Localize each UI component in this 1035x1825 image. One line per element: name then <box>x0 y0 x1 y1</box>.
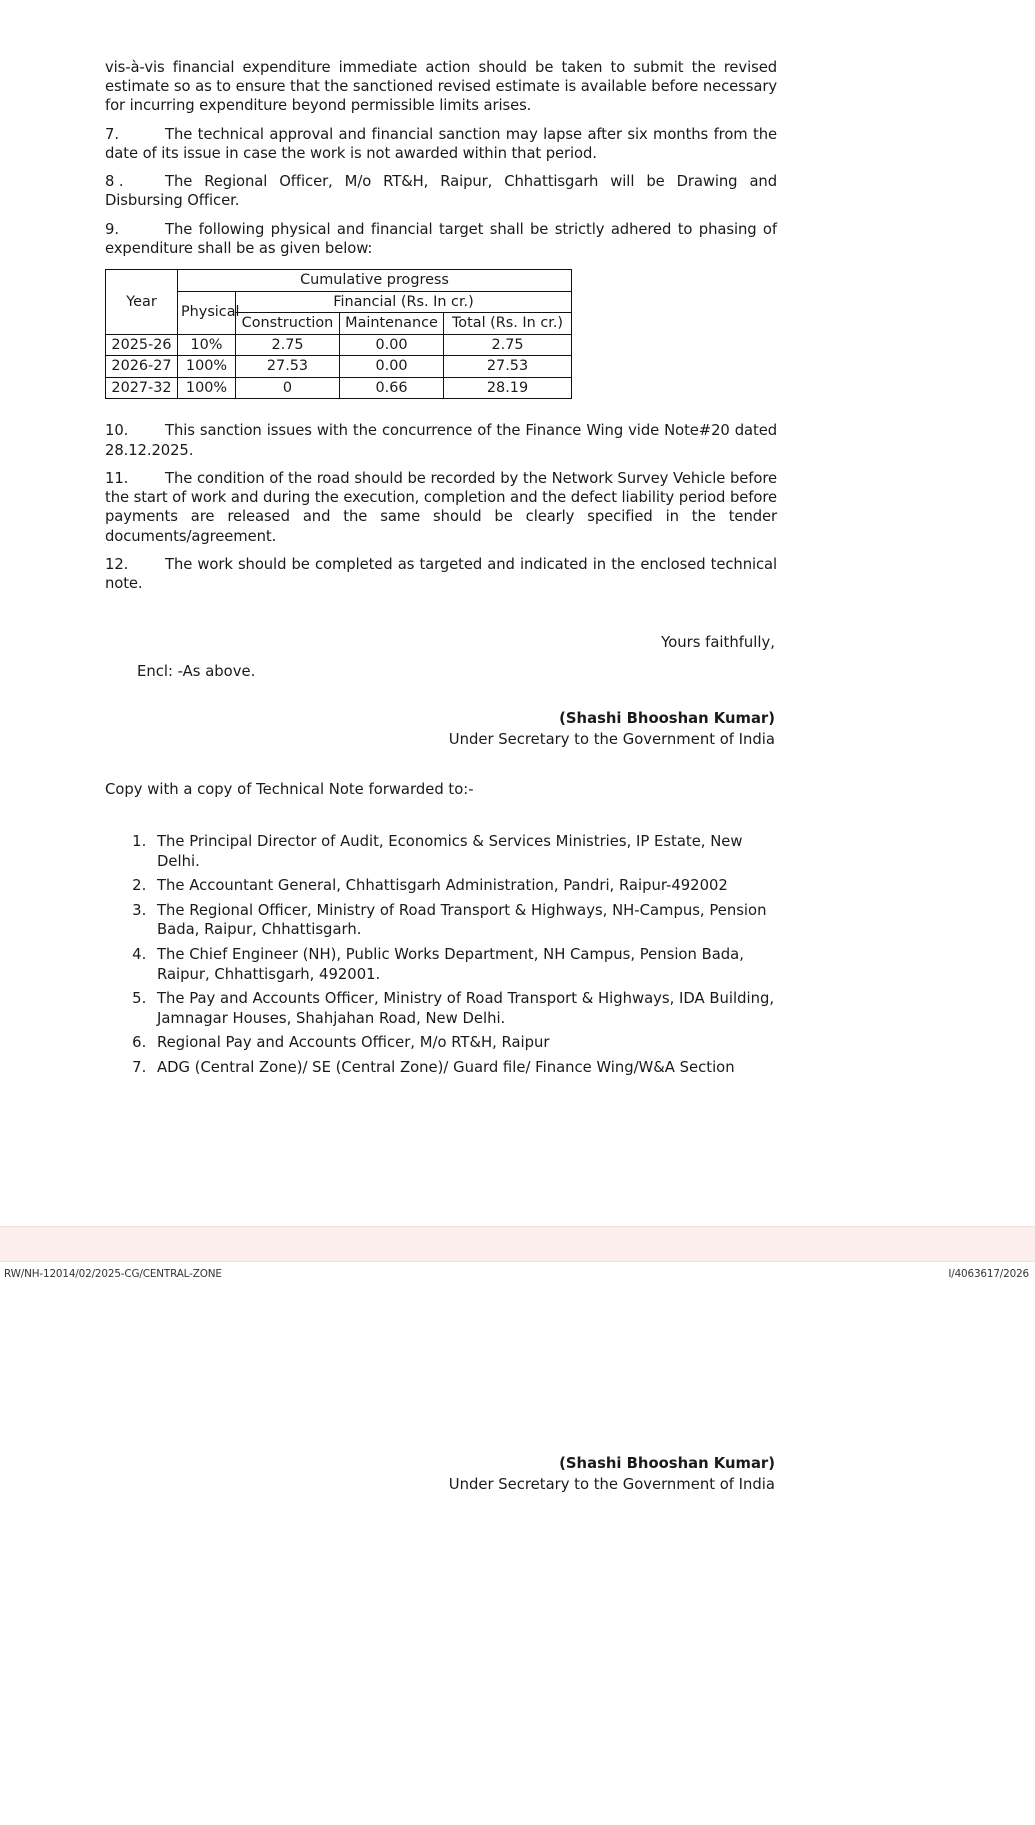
signature-name: (Shashi Bhooshan Kumar) <box>559 710 775 728</box>
paragraph-11-text: The condition of the road should be recorded by the Network Survey Vehicle before the start of work and during the execution, completion and the defect liability period before payments are released and the same should be clearly specified in the tender documents/agreement. <box>105 469 777 545</box>
table-row <box>106 356 572 378</box>
paragraph-12 <box>105 555 777 593</box>
list-item-text: 2. The Accountant General, Chhattisgarh Administration, Pandri, Raipur-492002 <box>157 877 728 895</box>
paragraph-9-text: The following physical and financial target shall be strictly adhered to phasing of expenditure shall be as given below: <box>105 220 777 257</box>
paragraph-7 <box>105 125 777 163</box>
table-cell-total: 2.75 <box>444 334 572 356</box>
table-cell-construction: 27.53 <box>236 356 340 378</box>
list-item <box>151 832 777 871</box>
copy-forwarded-line: Copy with a copy of Technical Note forwarded to:- <box>105 781 474 799</box>
list-item-text: 3. The Regional Officer, Ministry of Road Transport & Highways, NH-Campus, Pension Bada, Raipur, Chhattisgarh. <box>157 901 767 939</box>
table-cell-construction: 0 <box>236 377 340 399</box>
paragraph-9-number: 9. <box>105 220 119 238</box>
paragraph-10-text: This sanction issues with the concurrence of the Finance Wing vide Note#20 dated 28.12.2025. <box>105 422 777 459</box>
table-cell-year: 2025-26 <box>106 334 178 356</box>
table-cell-total: 28.19 <box>444 377 572 399</box>
table-cell-maintenance: 0.66 <box>340 377 444 399</box>
yours-faithfully: Yours faithfully, <box>661 634 775 652</box>
table-header-physical: Physical <box>178 291 236 334</box>
list-item <box>151 945 777 984</box>
table-cell-physical: 100% <box>178 356 236 378</box>
list-item-text: 4. The Chief Engineer (NH), Public Works Department, NH Campus, Pension Bada, Raipur, Chhattisgarh, 492001. <box>157 946 744 983</box>
list-item-text: 1. The Principal Director of Audit, Economics & Services Ministries, IP Estate, New Delhi. <box>157 833 743 870</box>
signature-designation: Under Secretary to the Government of India <box>448 731 775 749</box>
paragraph-9 <box>105 220 777 258</box>
table-header-row-1 <box>106 270 572 292</box>
bottom-signature-designation: Under Secretary to the Government of India <box>448 1476 775 1493</box>
paragraph-8 <box>105 172 777 210</box>
bottom-signature-block <box>105 1455 777 1493</box>
cumulative-progress-table <box>105 269 572 399</box>
table-header-total: Total (Rs. In cr.) <box>444 313 572 335</box>
page-footer <box>0 1268 1035 1290</box>
paragraph-12-text: The work should be completed as targeted and indicated in the enclosed technical note. <box>105 555 777 593</box>
table-cell-physical: 100% <box>178 377 236 399</box>
document-body <box>105 58 777 1082</box>
table-header-year: Year <box>106 270 178 335</box>
progress-table-wrapper <box>105 269 777 399</box>
list-item <box>151 1033 777 1053</box>
list-item <box>151 989 777 1028</box>
table-header-financial: Financial (Rs. In cr.) <box>236 291 572 313</box>
footer-file-number: RW/NH-12014/02/2025-CG/CENTRAL-ZONE <box>4 1268 222 1280</box>
paragraph-8-text: The Regional Officer, M/o RT&H, Raipur, Chhattisgarh will be Drawing and Disbursing Officer. <box>105 173 777 210</box>
table-cell-year: 2026-27 <box>106 356 178 378</box>
bottom-signature-name: (Shashi Bhooshan Kumar) <box>559 1455 775 1472</box>
table-cell-maintenance: 0.00 <box>340 356 444 378</box>
list-item-text: 7. ADG (Central Zone)/ SE (Central Zone)/ Guard file/ Finance Wing/W&A Section <box>157 1058 735 1076</box>
table-cell-construction: 2.75 <box>236 334 340 356</box>
paragraph-7-number: 7. <box>105 125 119 143</box>
table-row <box>106 334 572 356</box>
list-item-text: 5. The Pay and Accounts Officer, Ministry of Road Transport & Highways, IDA Building, Jamnagar Houses, Shahjahan Road, New Delhi. <box>157 990 775 1027</box>
paragraph-continuation: vis-à-vis financial expenditure immediate action should be taken to submit the revised estimate so as to ensure that the sanctioned revised estimate is available before necessary for incurring expenditure beyond permissible limits arises. <box>105 59 777 115</box>
paragraph-10-number: 10. <box>105 422 129 440</box>
list-item-text: 6. Regional Pay and Accounts Officer, M/o RT&H, Raipur <box>157 1034 550 1052</box>
table-header-maintenance: Maintenance <box>340 313 444 335</box>
paragraph-11 <box>105 469 777 546</box>
list-item <box>151 1058 777 1078</box>
list-item <box>151 901 777 940</box>
paragraph-12-number: 12. <box>105 555 129 573</box>
table-header-cumulative-progress: Cumulative progress <box>178 270 572 292</box>
paragraph-7-text: The technical approval and financial sanction may lapse after six months from the date of its issue in case the work is not awarded within that period. <box>105 125 777 162</box>
page-separator-band <box>0 1226 1035 1262</box>
table-row <box>106 377 572 399</box>
table-cell-maintenance: 0.00 <box>340 334 444 356</box>
paragraph-8-number: 8 . <box>105 173 124 191</box>
enclosure-note: Encl: -As above. <box>137 663 256 681</box>
table-cell-physical: 10% <box>178 334 236 356</box>
table-cell-year: 2027-32 <box>106 377 178 399</box>
distribution-list <box>105 832 777 1077</box>
paragraph-10 <box>105 421 777 459</box>
list-item <box>151 876 777 896</box>
footer-doc-id: I/4063617/2026 <box>948 1268 1029 1280</box>
paragraph-11-number: 11. <box>105 469 129 487</box>
table-cell-total: 27.53 <box>444 356 572 378</box>
table-header-construction: Construction <box>236 313 340 335</box>
